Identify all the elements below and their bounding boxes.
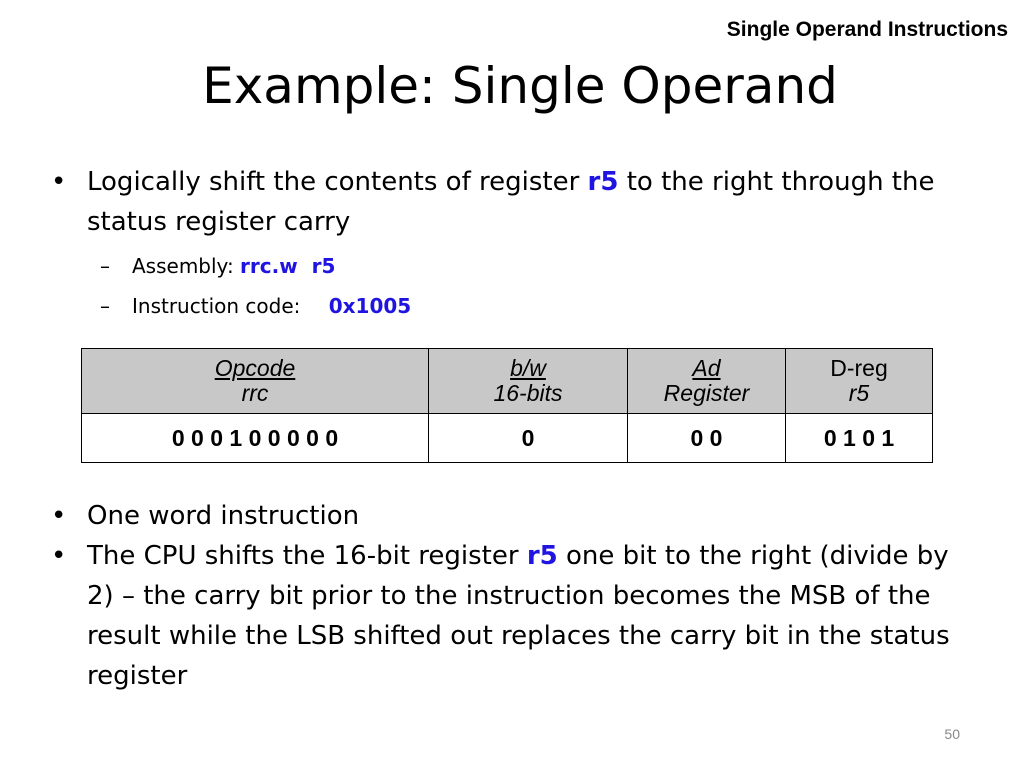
header-dreg-line2: r5 bbox=[848, 380, 870, 406]
instruction-format-table bbox=[81, 348, 933, 463]
bullet-cpu-shift bbox=[45, 536, 975, 696]
header-ad-line2: Register bbox=[663, 380, 750, 406]
instruction-code-label: Instruction code: bbox=[132, 294, 301, 318]
sub-bullet-assembly bbox=[100, 252, 335, 280]
instruction-code-value: 0x1005 bbox=[328, 294, 412, 318]
value-ad: 0 0 bbox=[628, 414, 786, 463]
assembly-label: Assembly: bbox=[132, 254, 234, 278]
header-dreg-line1: D-reg bbox=[830, 355, 888, 381]
bullet-text-post: to the right through the status register carry bbox=[87, 167, 935, 237]
bullet-text-post: one bit to the right (divide by 2) – the carry bit prior to the instruction becomes the MSB of the result while the LSB shifted out replaces the carry bit in the status register bbox=[87, 541, 950, 691]
bullet-dot: • bbox=[51, 501, 67, 531]
header-bw-line2: 16-bits bbox=[493, 380, 563, 406]
dash: – bbox=[100, 294, 110, 318]
bullet-text-pre: The CPU shifts the 16-bit register bbox=[87, 541, 527, 571]
bullet-shift-description bbox=[45, 162, 975, 242]
header-dreg bbox=[786, 349, 933, 414]
header-bw-line1: b/w bbox=[510, 355, 546, 381]
header-opcode bbox=[82, 349, 429, 414]
slide-title: Example: Single Operand bbox=[202, 57, 838, 115]
header-opcode-line1: Opcode bbox=[214, 355, 296, 381]
bullet-dot: • bbox=[51, 167, 67, 197]
header-ad-line1: Ad bbox=[692, 355, 721, 381]
dash: – bbox=[100, 254, 110, 278]
bullet-text: One word instruction bbox=[87, 501, 360, 531]
header-bw bbox=[429, 349, 628, 414]
bullet-list-top bbox=[45, 162, 975, 242]
assembly-value: rrc.w r5 bbox=[240, 254, 336, 278]
table-row bbox=[82, 414, 933, 463]
register-r5: r5 bbox=[526, 541, 558, 571]
table-header-row bbox=[82, 349, 933, 414]
bullet-dot: • bbox=[51, 541, 67, 571]
section-title: Single Operand Instructions bbox=[726, 18, 1008, 41]
bullet-text-pre: Logically shift the contents of register bbox=[87, 167, 588, 197]
value-dreg: 0 1 0 1 bbox=[786, 414, 933, 463]
page-number: 50 bbox=[944, 726, 960, 742]
header-opcode-line2: rrc bbox=[241, 380, 269, 406]
sub-bullet-instruction-code bbox=[100, 292, 411, 320]
value-bw: 0 bbox=[429, 414, 628, 463]
value-opcode: 0 0 0 1 0 0 0 0 0 bbox=[82, 414, 429, 463]
bullet-list-bottom bbox=[45, 496, 975, 696]
register-r5: r5 bbox=[587, 167, 619, 197]
bullet-one-word bbox=[45, 496, 975, 536]
header-ad bbox=[628, 349, 786, 414]
